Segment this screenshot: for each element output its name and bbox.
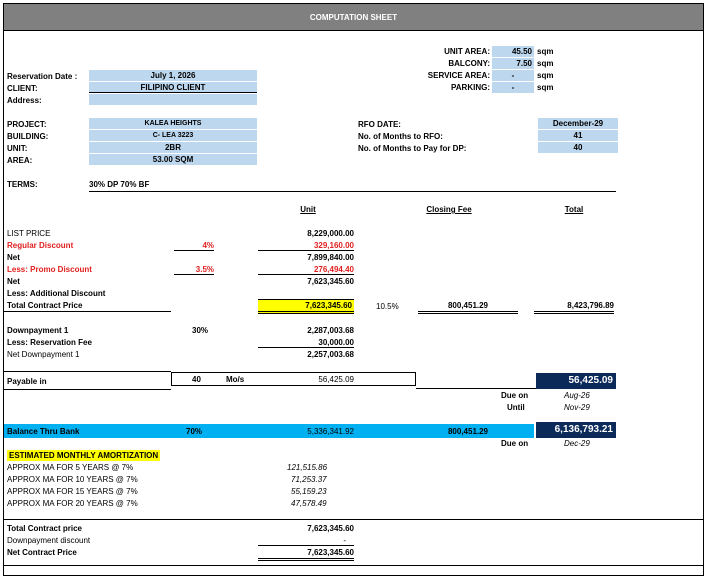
rfo-date-label: RFO DATE: bbox=[358, 120, 401, 129]
payable-bottom-rule bbox=[4, 389, 171, 390]
promo-discount-pct: 3.5% bbox=[174, 264, 214, 275]
amortization-value-15y: 55,159.23 bbox=[291, 487, 327, 496]
parking-value: - bbox=[492, 82, 534, 93]
net2-value: 7,623,345.60 bbox=[307, 277, 354, 286]
balcony-value: 7.50 bbox=[492, 58, 534, 69]
tcp-label: Total Contract Price bbox=[7, 301, 83, 310]
area-value: 53.00 SQM bbox=[89, 154, 257, 165]
payable-due-on-value: Aug-26 bbox=[564, 391, 590, 400]
terms-value: 30% DP 70% BF bbox=[89, 180, 150, 189]
payable-months-unit: Mo/s bbox=[226, 375, 245, 384]
computation-sheet bbox=[3, 3, 704, 576]
regular-discount-label: Regular Discount bbox=[7, 241, 74, 250]
payable-right-rule bbox=[416, 388, 536, 389]
parking-label: PARKING: bbox=[451, 83, 490, 92]
balcony-unit: sqm bbox=[537, 59, 554, 68]
summary-ncp-label: Net Contract Price bbox=[7, 548, 77, 557]
terms-label: TERMS: bbox=[7, 180, 38, 189]
summary-tcp-value: 7,623,345.60 bbox=[307, 524, 354, 533]
unit-area-value: 45.50 bbox=[492, 46, 534, 57]
client-value: FILIPINO CLIENT bbox=[89, 82, 257, 93]
promo-discount-value: 276,494.40 bbox=[258, 264, 354, 275]
rfo-date-value: December-29 bbox=[538, 118, 618, 129]
regular-discount-pct: 4% bbox=[174, 240, 214, 251]
tcp-value: 7,623,345.60 bbox=[258, 300, 354, 314]
parking-unit: sqm bbox=[537, 83, 554, 92]
list-price-label: LIST PRICE bbox=[7, 229, 51, 238]
payable-amount: 56,425.09 bbox=[318, 375, 354, 384]
unit-area-label: UNIT AREA: bbox=[444, 47, 490, 56]
payable-months: 40 bbox=[192, 375, 201, 384]
summary-dp-discount-value: - bbox=[258, 535, 354, 546]
amortization-value-5y: 121,515.86 bbox=[287, 463, 328, 472]
balance-total: 6,136,793.21 bbox=[536, 422, 616, 438]
unit-value: 2BR bbox=[89, 142, 257, 153]
promo-discount-label: Less: Promo Discount bbox=[7, 265, 92, 274]
amortization-label-5y: APPROX MA FOR 5 YEARS @ 7% bbox=[7, 463, 134, 472]
summary-dp-discount-label: Downpayment discount bbox=[7, 536, 91, 545]
project-label: PROJECT: bbox=[7, 120, 47, 129]
client-label: CLIENT: bbox=[7, 84, 38, 93]
payable-top-rule bbox=[4, 371, 171, 372]
net1-label: Net bbox=[7, 253, 20, 262]
net-dp-value: 2,257,003.68 bbox=[307, 350, 354, 359]
service-area-unit: sqm bbox=[537, 71, 554, 80]
balance-due-on-value: Dec-29 bbox=[564, 439, 590, 448]
terms-rule bbox=[89, 191, 616, 192]
col-unit-header: Unit bbox=[300, 205, 316, 214]
regular-discount-value: 329,160.00 bbox=[258, 240, 354, 251]
balance-pct: 70% bbox=[186, 427, 203, 436]
net2-label: Net bbox=[7, 277, 20, 286]
balance-closing-fee: 800,451.29 bbox=[447, 427, 489, 436]
tcp-label-rule bbox=[4, 311, 171, 312]
service-area-value: - bbox=[492, 70, 534, 81]
summary-ncp-value: 7,623,345.60 bbox=[258, 547, 354, 561]
net-dp-label: Net Downpayment 1 bbox=[7, 350, 80, 359]
unit-label: UNIT: bbox=[7, 144, 28, 153]
payable-due-on-label: Due on bbox=[501, 391, 529, 400]
additional-discount-label: Less: Additional Discount bbox=[7, 289, 106, 298]
reservation-date-label: Reservation Date : bbox=[7, 72, 78, 81]
unit-area-unit: sqm bbox=[537, 47, 554, 56]
payable-label: Payable in bbox=[7, 377, 47, 386]
amortization-value-20y: 47,578.49 bbox=[291, 499, 327, 508]
building-value: C- LEA 3223 bbox=[89, 130, 257, 141]
payable-until-label: Until bbox=[507, 403, 525, 412]
net1-value: 7,899,840.00 bbox=[307, 253, 354, 262]
summary-top-rule bbox=[4, 519, 703, 520]
address-value bbox=[89, 94, 257, 105]
payable-total: 56,425.09 bbox=[536, 373, 616, 389]
amortization-header: ESTIMATED MONTHLY AMORTIZATION bbox=[9, 451, 159, 460]
amortization-label-20y: APPROX MA FOR 20 YEARS @ 7% bbox=[7, 499, 138, 508]
balance-label: Balance Thru Bank bbox=[7, 427, 80, 436]
amortization-label-10y: APPROX MA FOR 10 YEARS @ 7% bbox=[7, 475, 138, 484]
tcp-total-value: 8,423,796.89 bbox=[534, 300, 614, 314]
amortization-value-10y: 71,253.37 bbox=[291, 475, 327, 484]
project-value: KALEA HEIGHTS bbox=[89, 118, 257, 129]
sheet-title: COMPUTATION SHEET bbox=[4, 4, 703, 31]
amortization-label-15y: APPROX MA FOR 15 YEARS @ 7% bbox=[7, 487, 138, 496]
months-dp-label: No. of Months to Pay for DP: bbox=[358, 144, 467, 153]
building-label: BUILDING: bbox=[7, 132, 49, 141]
reservation-fee-value: 30,000.00 bbox=[258, 337, 354, 348]
summary-tcp-label: Total Contract price bbox=[7, 524, 82, 533]
address-label: Address: bbox=[7, 96, 42, 105]
dp1-label: Downpayment 1 bbox=[7, 326, 69, 335]
reservation-date-value: July 1, 2026 bbox=[89, 70, 257, 81]
service-area-label: SERVICE AREA: bbox=[427, 71, 490, 80]
col-closing-fee-header: Closing Fee bbox=[426, 205, 472, 214]
months-rfo-label: No. of Months to RFO: bbox=[358, 132, 443, 141]
area-label: AREA: bbox=[7, 156, 33, 165]
summary-bottom-rule bbox=[4, 565, 703, 566]
balcony-label: BALCONY: bbox=[448, 59, 490, 68]
dp1-value: 2,287,003.68 bbox=[307, 326, 354, 335]
payable-until-value: Nov-29 bbox=[564, 403, 590, 412]
col-total-header: Total bbox=[564, 205, 584, 214]
months-rfo-value: 41 bbox=[538, 130, 618, 141]
closing-fee-value: 800,451.29 bbox=[418, 300, 518, 314]
reservation-fee-label: Less: Reservation Fee bbox=[7, 338, 92, 347]
closing-fee-pct: 10.5% bbox=[376, 302, 399, 311]
dp1-pct: 30% bbox=[192, 326, 209, 335]
months-dp-value: 40 bbox=[538, 142, 618, 153]
balance-due-on-label: Due on bbox=[501, 439, 529, 448]
list-price-value: 8,229,000.00 bbox=[307, 229, 354, 238]
balance-amount: 5,336,341.92 bbox=[307, 427, 354, 436]
